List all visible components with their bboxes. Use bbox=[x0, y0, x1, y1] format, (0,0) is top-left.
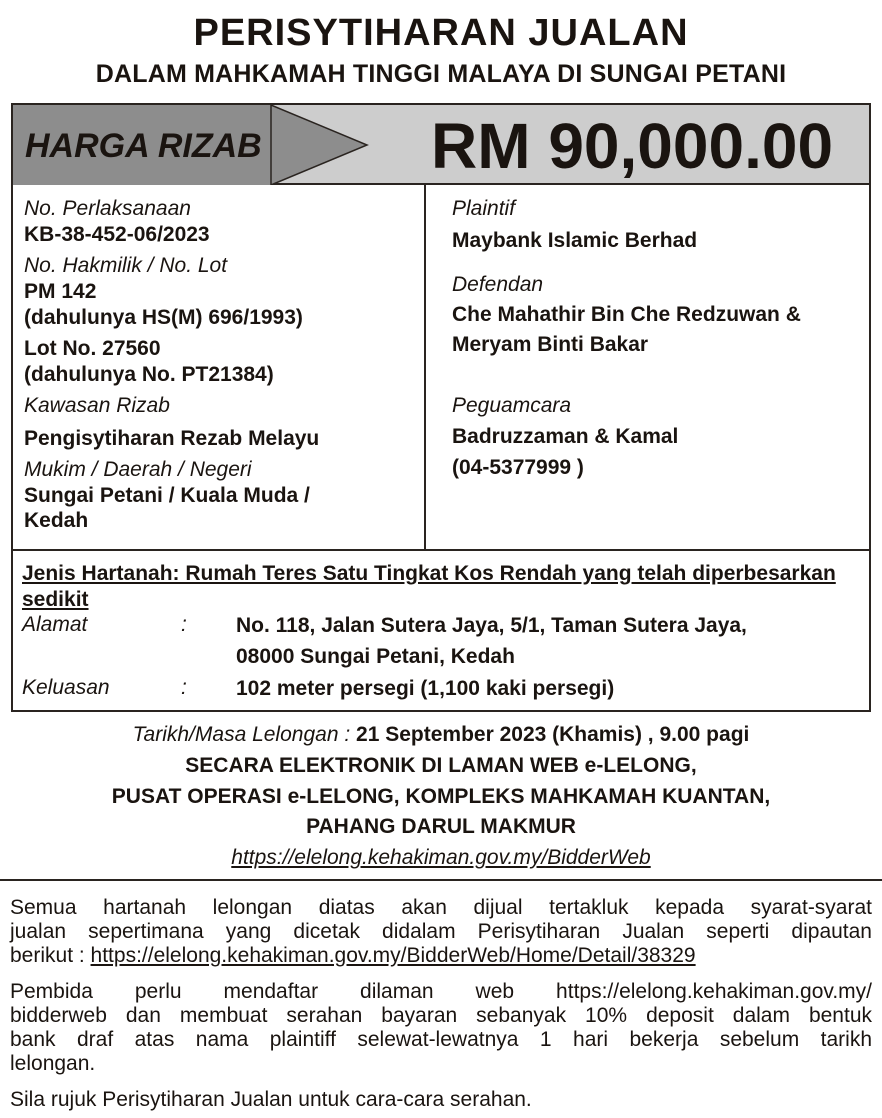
detail-link[interactable]: https://elelong.kehakiman.gov.my/BidderWeb/Home/Detail/38329 bbox=[90, 944, 696, 967]
lawyer-phone: (04-5377999 ) bbox=[452, 456, 584, 479]
lawyer-label: Peguamcara bbox=[452, 394, 572, 417]
auction-date-label: Tarikh/Masa Lelongan : bbox=[132, 723, 351, 746]
auction-venue-line-2: PUSAT OPERASI e-LELONG, KOMPLEKS MAHKAMAH KUANTAN, bbox=[111, 785, 771, 808]
bidder-line-4: lelongan. bbox=[10, 1052, 96, 1075]
conditions-prefix: berikut : bbox=[10, 944, 85, 967]
reserve-area-value: Pengisytiharan Rezab Melayu bbox=[24, 427, 320, 450]
defendant-value-2: Meryam Binti Bakar bbox=[452, 333, 649, 356]
area-label: Keluasan bbox=[22, 676, 110, 699]
section-divider bbox=[13, 549, 869, 551]
conditions-line-2: jualan sepertimana yang dicetak didalam Perisytiharan Jualan seperti dipautan bbox=[10, 920, 872, 943]
address-value bbox=[236, 610, 747, 672]
auction-date-value: 21 September 2023 (Khamis) , 9.00 pagi bbox=[356, 723, 750, 746]
auction-venue-line-1: SECARA ELEKTRONIK DI LAMAN WEB e-LELONG, bbox=[185, 754, 697, 777]
address-line-1: No. 118, Jalan Sutera Jaya, 5/1, Taman Sutera Jaya, bbox=[236, 614, 747, 637]
plaintiff-label: Plaintif bbox=[452, 197, 516, 220]
title-value: PM 142 bbox=[24, 280, 97, 303]
bidder-line-1: Pembida perlu mendaftar dilaman web https://elelong.kehakiman.gov.my/ bbox=[10, 980, 872, 1003]
property-type bbox=[22, 561, 862, 613]
court-subtitle: DALAM MAHKAMAH TINGGI MALAYA DI SUNGAI PETANI bbox=[95, 60, 787, 88]
address-colon: : bbox=[181, 613, 187, 636]
location-state-value: Kedah bbox=[24, 509, 89, 532]
conditions-paragraph bbox=[10, 896, 872, 968]
refer-line: Sila rujuk Perisytiharan Jualan untuk cara-cara serahan. bbox=[10, 1088, 532, 1111]
area-colon: : bbox=[181, 676, 187, 699]
reserve-price-value: RM 90,000.00 bbox=[431, 110, 834, 182]
defendant-value: Che Mahathir Bin Che Redzuwan & bbox=[452, 303, 801, 326]
conditions-line-3 bbox=[10, 944, 872, 968]
reserve-price-bar bbox=[13, 105, 869, 185]
reserve-price-label: HARGA RIZAB bbox=[25, 127, 262, 165]
lawyer-value: Badruzzaman & Kamal bbox=[452, 425, 679, 448]
bidder-line-2: bidderweb dan membuat serahan bayaran sebanyak 10% deposit dalam bentuk bbox=[10, 1004, 872, 1027]
notice-title: PERISYTIHARAN JUALAN bbox=[193, 12, 689, 54]
case-details-column bbox=[13, 185, 426, 549]
bidder-paragraph bbox=[10, 980, 872, 1076]
property-type-line-2: sedikit bbox=[22, 588, 89, 611]
location-value: Sungai Petani / Kuala Muda / bbox=[24, 484, 310, 507]
execution-no-label: No. Perlaksanaan bbox=[24, 197, 191, 220]
auction-date bbox=[0, 723, 882, 747]
refer-paragraph bbox=[10, 1088, 872, 1112]
reserve-area-label: Kawasan Rizab bbox=[24, 394, 170, 417]
bidder-web-link[interactable]: https://elelong.kehakiman.gov.my/BidderWeb bbox=[231, 846, 651, 869]
lot-previous-value: (dahulunya No. PT21384) bbox=[24, 363, 274, 386]
location-label: Mukim / Daerah / Negeri bbox=[24, 458, 252, 481]
auction-venue-line-3: PAHANG DARUL MAKMUR bbox=[306, 815, 576, 838]
plaintiff-value: Maybank Islamic Berhad bbox=[452, 229, 698, 252]
conditions-line-1: Semua hartanah lelongan diatas akan dijual tertakluk kepada syarat-syarat bbox=[10, 896, 872, 919]
defendant-label: Defendan bbox=[452, 273, 544, 296]
area-value: 102 meter persegi (1,100 kaki persegi) bbox=[236, 677, 615, 700]
notice-box bbox=[11, 103, 871, 712]
title-previous-value: (dahulunya HS(M) 696/1993) bbox=[24, 306, 303, 329]
lot-value: Lot No. 27560 bbox=[24, 337, 161, 360]
footer-separator bbox=[0, 879, 882, 881]
execution-no-value: KB-38-452-06/2023 bbox=[24, 223, 210, 246]
title-lot-label: No. Hakmilik / No. Lot bbox=[24, 254, 228, 277]
address-label: Alamat bbox=[22, 613, 88, 636]
address-line-2: 08000 Sungai Petani, Kedah bbox=[236, 645, 515, 668]
parties-column bbox=[426, 185, 869, 549]
property-type-line-1: Jenis Hartanah: Rumah Teres Satu Tingkat Kos Rendah yang telah diperbesarkan bbox=[22, 562, 836, 585]
bidder-line-3: bank draf atas nama plaintiff selewat-lewatnya 1 hari bekerja sebelum tarikh bbox=[10, 1028, 872, 1051]
